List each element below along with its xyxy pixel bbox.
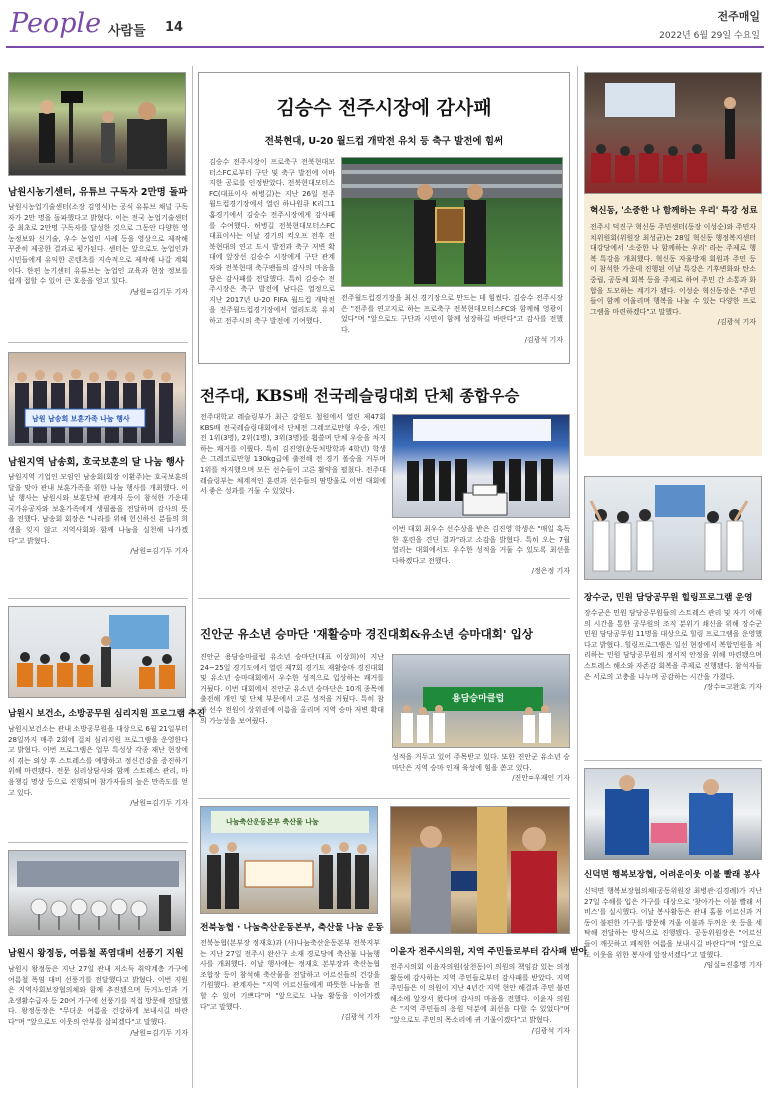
article-photo-plaque-award [390, 806, 570, 934]
article-divider [8, 842, 188, 843]
article-text: 전주대학교 레슬링부가 최근 강원도 철원에서 열린 제47회 KBS배 전국레슬링대회에서 단체전 그레코로만형 우승, 개인전 1위(3명), 2위(1명), 3위(3명)를 휩쓸며 단체 우승을 차지하는 쾌거를 이뤘다. 특히 김진영(운동처방학과 4학년) 학생은 그레코로만형 130kg급에 출전해 전 경기 폴승을 거두며 1위를 차지했으며 모든 선수들이 고른 활약을 펼쳤다. 전주대 레슬링부는 체계적인 훈련과 선수들의 땀방울로 이번 대회에서 좋은 성과를 거둘 수 있었다. [200, 413, 386, 496]
article-body [584, 886, 762, 1088]
article-text: 장수군은 민원 담당공무원들의 스트레스 관리 및 자기 이해의 시간을 통한 공무원의 조직 분위기 쇄신을 위해 장수군 민원 담당공무원 11명을 대상으로 힐링 프로그램을 운영했다고 밝혔다. 힐링프로그램은 일선 현장에서 복합민원을 처리하는 민원 담당공무원의 정서적 안정을 위해 마련됐으며 스트레스 해소와 자존감 회복을 주제로 진행됐다. 참석자들은 서로의 고충을 나누며 공감하는 시간을 가졌다. [584, 609, 762, 681]
article-text: 남원시보건소는 관내 소방공무원을 대상으로 6월 21일부터 28일까지 매주 2회에 걸쳐 심리지원 프로그램을 운영한다고 밝혔다. 이번 프로그램은 업무 특성상 각종 재난 현장에서 겪는 외상 후 스트레스를 예방하고 정신건강을 증진하기 위해 마련됐다. 전문 심리상담사와 함께 스트레스 관리, 마음챙김 명상 등으로 진행되며 참가자들의 높은 만족도를 얻고 있다. [8, 725, 188, 797]
article-body [8, 724, 188, 836]
article-byline: /진안=우재인 기자 [512, 774, 570, 783]
article-body-right [392, 524, 570, 588]
article-title: 남원시농기센터, 유튜브 구독자 2만명 돌파 [8, 187, 188, 198]
photo-banner: 용담승마클럽 [452, 694, 505, 704]
article-photo-lecture [584, 72, 762, 194]
article-text: 전주시 덕진구 혁신동 주민센터(동장 이성순)와 주민자치위원회(위원장 최성균)는 28일 혁신동 행정복지센터 대강당에서 '소중한 나 함께하는 우리' 라는 주제로 행복 특강을 개최했다. 혁신동 자율방재 회원과 주민 등이 참석한 가운데 진행된 이날 특강은 기후변화와 탄소중립, 공동체 회복 등을 주제로 하여 주민 간 소통과 화합을 도모하는 계기가 됐다. 이성순 혁신동장은 "주민들이 함께 어울리며 행복을 나눌 수 있는 다양한 프로그램을 마련하겠다"고 말했다. [590, 223, 756, 316]
section-name: 사람들 [108, 24, 146, 39]
article-body [200, 938, 380, 1088]
article-title: 진안군 유소년 승마단 '재활승마 경진대회&유소년 승마대회' 입상 [200, 627, 533, 641]
lead-body-left [209, 157, 335, 357]
section-brand: People [10, 8, 102, 39]
photo-banner: 남원 남송회 보훈가족 나눔 행사 [32, 415, 130, 423]
article-byline: /장수=고완호 기자 [704, 683, 762, 692]
page-number: 14 [165, 20, 184, 35]
article-body [8, 472, 188, 592]
photo-banner: 나눔축산운동본부 축산물 나눔 [226, 818, 319, 826]
article-title: 남원지역 남송회, 호국보훈의 달 나눔 행사 [8, 457, 185, 468]
article-byline: /남원=김기두 기자 [130, 1028, 188, 1037]
article-text: 전주월드컵경기장을 최신 경기장으로 만드는 데 힘썼다. 김승수 전주시장은 "전주를 연고지로 하는 프로축구 전북현대모터스FC와 함께해 영광이었다"며 "앞으로도 구단과 시민이 함께 성장하길 바란다"고 감사를 전했다. [341, 294, 563, 334]
article-byline: /김광석 기자 [341, 1013, 380, 1022]
article-box-hyeoksin [584, 194, 762, 456]
article-divider [198, 598, 570, 599]
article-title: 신덕면 행복보장협, 어려운이웃 이불 빨래 봉사 [584, 870, 760, 880]
article-text: 김승수 전주시장이 프로축구 전북현대모터스FC로부터 구단 및 축구 발전에 이바지한 공로를 인정받았다. 전북현대모터스FC(대표이사 허병길)는 지난 26일 전주월드컵경기장에서 열린 하나원큐 K리그1 홈경기에서 김승수 전주시장에게 감사패를 수여했다. 허병길 전북현대모터스FC 대표이사는 이날 경기의 킥오프 전후 전북현대의 연고 도시 발전과 축구 저변 확대에 앞장선 김승수 시장에게 구단 관계자와 전북현대 축구팬들의 감사의 마음을 담은 감사패를 전달했다. 특히 김승수 전주시장은 축구 발전에 남다른 열정으로 지난 2017년 U-20 FIFA 월드컵 개막전을 전주월드컵경기장에서 열리도록 유치하고 전주시의 축구 발전에 기여했다. [209, 158, 335, 325]
article-photo-healing [584, 476, 762, 580]
article-byline: /김광석 기자 [531, 1026, 570, 1035]
article-text: 전주시의회 이윤자의원(삼천동)이 의원의 책임감 있는 의정활동에 감사하는 지역 주민들로부터 감사패를 받았다. 지역 주민들은 이 의원이 지난 4년간 지역 현안 해결과 주민 불편 해소에 앞장서 왔다며 감사의 마음을 전했다. 이윤자 의원은 "지역 주민들의 응원 덕분에 최선을 다할 수 있었다"며 "앞으로도 주민의 목소리에 귀 기울이겠다"고 밝혔다. [390, 963, 570, 1024]
article-divider [8, 598, 188, 599]
article-photo-fans [8, 850, 186, 936]
article-divider [8, 342, 188, 343]
header-rule [6, 46, 764, 48]
lead-body-right [341, 293, 563, 359]
article-byline: /김광석 기자 [524, 336, 563, 345]
page-header [0, 0, 770, 46]
article-photo-wrestling [392, 414, 570, 518]
article-title: 남원시 보건소, 소방공무원 심리지원 프로그램 추진 [8, 709, 206, 719]
article-byline: /남원=김기두 기자 [130, 287, 188, 296]
article-title: 장수군, 민원 담당공무원 힐링프로그램 운영 [584, 593, 753, 603]
article-byline: /남원=김기두 기자 [130, 799, 188, 808]
article-text: 신덕면 행복보장협의체(공동위원장 최병관·김경례)가 지난 27일 수해를 입은 가구를 대상으로 '찾아가는 이불 빨래 서비스'를 실시했다. 이날 봉사활동은 관내 홀몸 어르신과 거동이 불편한 가구를 방문해 겨울 이불과 두꺼운 옷 등을 세탁해 전달하는 방식으로 진행됐다. 공동위원장은 "어르신들이 깨끗하고 쾌적한 여름을 보내시길 바란다"며 "앞으로도 이웃을 위한 봉사에 앞장서겠다"고 말했다. [584, 887, 762, 959]
article-text: 남원지역 기업인 모임인 남송회(회장 이환주)는 호국보훈의 달을 맞아 관내 보훈가족을 위한 나눔 행사를 개최했다. 이날 행사는 남원시와 보훈단체 관계자 등이 참석한 가운데 국가유공자와 보훈가족에게 생필품을 전달하며 감사의 뜻을 전했다. 남송회 회장은 "나라를 위해 헌신하신 분들의 희생을 잊지 않고 지역사회와 함께 나눔을 실천해 나가겠다"고 밝혔다. [8, 473, 188, 545]
article-divider [584, 760, 762, 761]
article-body-right [392, 752, 570, 792]
article-title: 남원시 왕정동, 여름철 폭염대비 선풍기 지원 [8, 949, 184, 959]
article-text: 남원시 왕정동은 지난 27일 관내 저소득 취약계층 가구에 여름철 폭염 대비 선풍기를 전달했다고 밝혔다. 이번 지원은 지역사회보장협의체와 함께 추진됐으며 독거노인과 기초생활수급자 등 20여 가구에 선풍기를 직접 방문해 전달했다. 왕정동장은 "무더운 여름을 건강하게 보내시길 바란다"며 "앞으로도 이웃의 안부를 살피겠다"고 말했다. [8, 965, 188, 1026]
article-text: 성적을 거두고 있어 주목받고 있다. 또한 진안군 유소년 승마단은 지역 승마 인재 육성에 힘을 쏟고 있다. [392, 753, 570, 772]
article-text: 진안군 용담승마클럽 유소년 승마단(대표 이상희)이 지난 24~25일 경기도에서 열린 제7회 경기도 재활승마 경진대회 및 유소년 승마대회에서 우수한 성적으로 입상하는 쾌거를 거뒀다. 이번 대회에서 진안군 유소년 승마단은 10개 종목에 출전해 개인 및 단체 부문에서 고른 성적을 거뒀다. 특히 참가 선수 전원이 상위권에 이름을 올리며 지역 승마 저변 확대의 가능성을 보여줬다. [200, 653, 384, 725]
article-title: 전북농협 · 나눔축산운동본부, 축산물 나눔 운동 [200, 923, 384, 933]
article-body [8, 964, 188, 1088]
issue-date: 2022년 6월 29일 수요일 [659, 31, 760, 41]
article-body-left [200, 412, 386, 588]
article-byline: /정은정 기자 [531, 567, 570, 576]
article-title: 전주대, KBS배 전국레슬링대회 단체 종합우승 [200, 386, 520, 405]
article-photo-livestock-sharing [200, 806, 378, 914]
lead-subtitle: 전북현대, U-20 월드컵 개막전 유치 등 축구 발전에 힘써 [264, 136, 504, 147]
article-byline: /남원=김기두 기자 [130, 547, 188, 556]
article-body [8, 202, 188, 332]
lead-title: 김승수 전주시장에 감사패 [276, 97, 492, 119]
article-title: 이윤자 전주시의원, 지역 주민들로부터 감사패 받아 [390, 947, 588, 957]
article-photo-laundry [584, 768, 762, 860]
article-text: 남원시농업기술센터(소장 김영식)는 공식 유튜브 채널 구독자가 2만 명을 돌파했다고 밝혔다. 이는 전국 농업기술센터 중 최초로 2만명 구독자를 달성한 것으로 그동안 다양한 영농정보와 신기술, 우수 농업인 사례 등을 영상으로 제작해 꾸준히 제공한 결과로 평가된다. 센터는 앞으로도 농업인과 시민들에게 유익한 콘텐츠를 지속적으로 제작해 나갈 계획이다. 한편 농기센터 유튜브는 농업인 교육과 현장 정보를 쉽게 접할 수 있어 큰 호응을 얻고 있다. [8, 203, 188, 286]
column-divider [192, 66, 193, 1088]
article-body [390, 962, 570, 1088]
article-body [590, 222, 756, 452]
article-photo-firefighters [8, 606, 186, 698]
paper-name: 전주매일 [717, 10, 760, 23]
article-photo-farm-youtube [8, 72, 186, 176]
lead-photo-plaque [341, 157, 563, 287]
article-title: 혁신동, '소중한 나 함께하는 우리' 특강 성료 [590, 206, 758, 216]
article-byline: /임실=진홍명 기자 [704, 961, 762, 970]
article-divider [198, 798, 570, 799]
article-body [584, 608, 762, 758]
lead-article-box [198, 72, 570, 364]
column-divider [577, 66, 578, 1088]
article-text: 이번 대회 최우수 선수상을 받은 김진영 학생은 "매일 혹독한 훈련을 견딘 결과"라고 소감을 밝혔다. 특히 오는 7월 열리는 대회에서도 우수한 성적을 거둘 수 있도록 최선을 다하겠다고 전했다. [392, 525, 570, 565]
article-body-left [200, 652, 384, 792]
article-text: 전북농협(본부장 정재호)과 (사)나눔축산운동본부 전북지부는 지난 27일 전주시 완산구 소재 경로당에 축산물 나눔행사를 개최했다. 이날 행사에는 정재호 본부장과 축산농협 조합장 등이 참석해 축산물을 전달하고 어르신들의 건강을 기원했다. 관계자는 "지역 어르신들에게 따뜻한 나눔을 전할 수 있어 기쁘다"며 "앞으로도 나눔 활동을 이어가겠다"고 말했다. [200, 939, 380, 1011]
article-byline: /김광석 기자 [717, 318, 756, 327]
article-photo-riding-club [392, 654, 570, 748]
article-photo-namsong [8, 352, 186, 446]
